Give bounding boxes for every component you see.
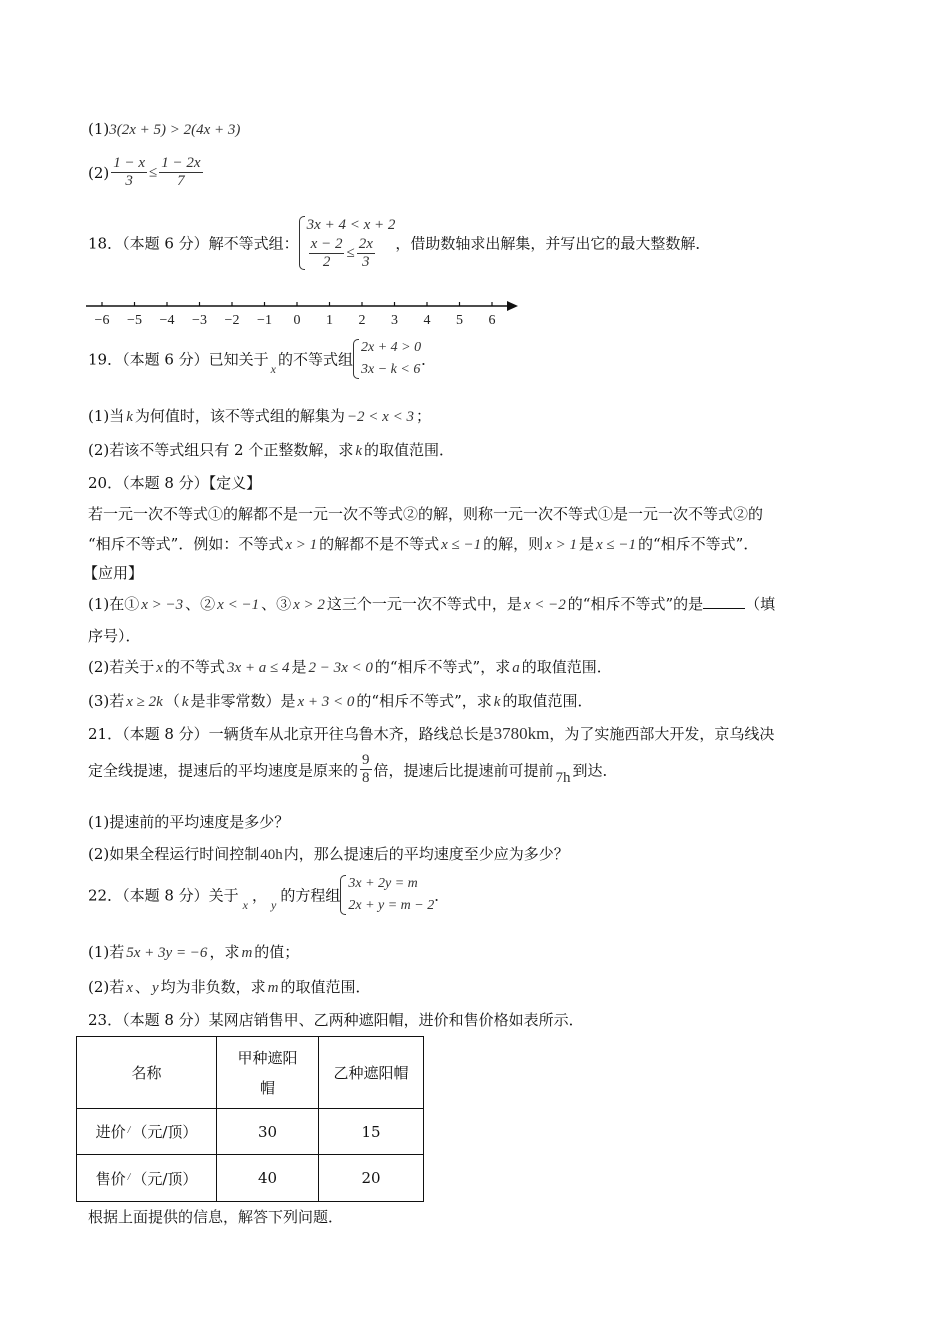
row-label-cost: 进价 / （元/顶） <box>77 1109 217 1155</box>
q20-def-line1: 若一元一次不等式①的解都不是一元一次不等式②的解，则称一元一次不等式①是一元一次不等式②的 <box>88 505 764 523</box>
axis-tick-label: 1 <box>326 313 333 328</box>
fraction: $\frac{1 - x}{3}$ <box>113 155 146 190</box>
table-row <box>77 1037 424 1109</box>
header-name: 名称 <box>77 1037 217 1109</box>
axis-tick-label: −5 <box>127 313 142 328</box>
q23-stem: 23．（本题 8 分）某网店销售甲、乙两种遮阳帽，进价和售价格如表所示． <box>88 1011 584 1029</box>
q23-after: 根据上面提供的信息，解答下列问题． <box>88 1208 344 1226</box>
q20-app-head: 【应用】 <box>83 564 144 582</box>
q20-part3: (3)若 x ≥ 2k （ k 是非零常数）是 x + 3 < 0 的“相斥不等式”，求 k 的取值范围． <box>88 692 593 710</box>
q21-line2: 定全线提速，提速后的平均速度是原来的 $\frac{9}{8}$ 倍，提速后比提速前可提前 7h 到达． <box>88 752 618 787</box>
q17-part1: (1)3(2x + 5) > 2(4x + 3) <box>88 120 241 138</box>
table-row <box>77 1155 424 1202</box>
axis-tick-label: 2 <box>358 313 366 328</box>
q22-part2: (2)若 x 、 y 均为非负数，求 m 的取值范围． <box>88 978 371 996</box>
cell: 15 <box>319 1109 424 1155</box>
axis-tick-label: −1 <box>257 313 272 328</box>
table-row <box>77 1109 424 1155</box>
q20-part2: (2)若关于 x 的不等式 3x + a ≤ 4 是 2 − 3x < 0 的“相斥不等式”，求 a 的取值范围． <box>88 658 612 676</box>
q19-part1: (1)当 k 为何值时，该不等式组的解集为 −2 < x < 3 ； <box>88 407 431 425</box>
q22-part1: (1)若 5x + 3y = −6 ，求 m 的值； <box>88 943 300 961</box>
number-line <box>80 296 525 332</box>
q17-part2: (2) $\frac{1 - x}{3}$ ≤ $\frac{1 - 2x}{7}$ <box>88 155 201 190</box>
header-b: 乙种遮阳帽 <box>319 1037 424 1109</box>
q20-part1: (1)在① x > −3 、② x < −1 、③ x > 2 这三个一元一次不等式中，是 x < −2 的“相斥不等式”的是 （填 <box>88 595 776 613</box>
inequality-system: 2x + 4 > 0 3x − k < 6 <box>353 337 421 381</box>
answer-blank[interactable] <box>703 594 745 609</box>
cell: 30 <box>217 1109 319 1155</box>
q22-stem: 22．（本题 8 分）关于$_x$，$_y$的方程组 3x + 2y = m 2x + y = m − 2 ． <box>88 873 449 917</box>
inequality-system: 3x + 4 < x + 2 $\frac{x - 2}{2}$ ≤ $\frac{2x}{3}$ <box>299 214 396 272</box>
q20-def-line2: “相斥不等式”．例如：不等式 x > 1 的解都不是不等式 x ≤ −1 的解，则 x > 1 是 x ≤ −1 的“相斥不等式”． <box>88 535 759 553</box>
axis-tick-label: 3 <box>391 313 398 328</box>
q21-part1: (1)提速前的平均速度是多少？ <box>88 813 290 831</box>
fraction: $\frac{1 - 2x}{7}$ <box>161 155 201 190</box>
q18-stem: 18．（本题 6 分）解不等式组： 3x + 4 < x + 2 $\frac{x - 2}{2}$ ≤ $\frac{2x}{3}$ ，借助数轴求出解集，并写出它的最大整数解． <box>88 214 710 272</box>
header-a: 甲种遮阳 帽 <box>217 1037 319 1109</box>
q21-line1: 21．（本题 8 分）一辆货车从北京开往乌鲁木齐，路线总长是3780km，为了实施西部大开发，京乌线决 <box>88 724 775 743</box>
equation-system: 3x + 2y = m 2x + y = m − 2 <box>340 873 434 917</box>
axis-tick-label: −4 <box>159 313 175 328</box>
q19-stem: 19．（本题 6 分）已知关于$_x$的不等式组 2x + 4 > 0 3x − k < 6 ． <box>88 337 436 381</box>
q21-part2: (2)如果全程运行时间控制40h内，那么提速后的平均速度至少应为多少？ <box>88 845 569 863</box>
arrow-icon <box>507 301 518 311</box>
price-table <box>76 1036 424 1202</box>
axis-tick-label: 4 <box>423 313 431 328</box>
fraction: $\frac{9}{8}$ <box>362 752 370 787</box>
axis-tick-label: 0 <box>293 313 301 328</box>
axis-tick-label: −3 <box>192 313 207 328</box>
cell: 40 <box>217 1155 319 1202</box>
q19-part2: (2)若该不等式组只有 2 个正整数解，求 k 的取值范围． <box>88 441 455 459</box>
axis-tick-label: −6 <box>94 313 110 328</box>
cell: 20 <box>319 1155 424 1202</box>
q20-part1-cont: 序号）． <box>88 627 141 645</box>
math-expr: 3(2x + 5) > 2(4x + 3) <box>109 122 241 138</box>
axis-tick-label: 6 <box>488 313 496 328</box>
axis-tick-label: 5 <box>456 313 463 328</box>
axis-tick-label: −2 <box>224 313 240 328</box>
q20-head: 20．（本题 8 分）【定义】 <box>88 474 262 492</box>
row-label-price: 售价 / （元/顶） <box>77 1155 217 1202</box>
